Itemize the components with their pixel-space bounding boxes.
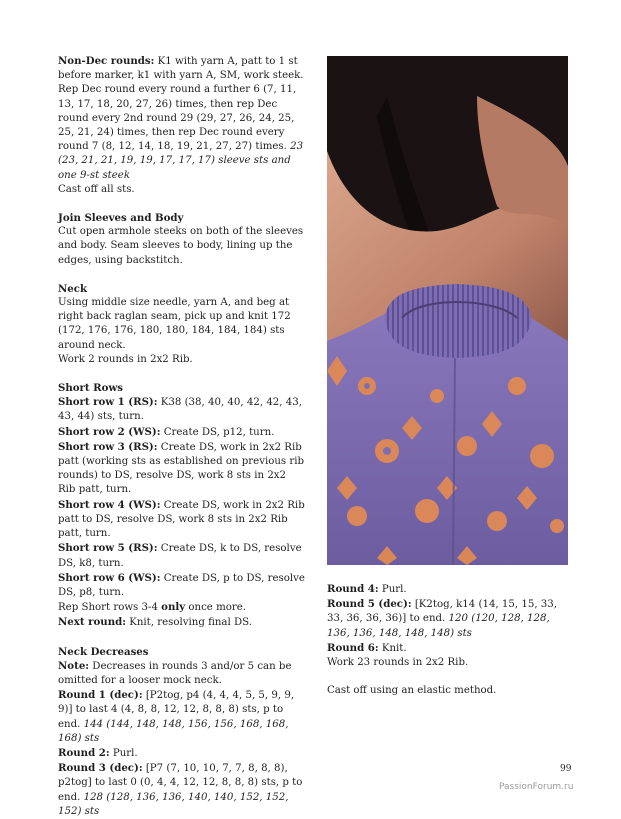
next-round: [58, 615, 306, 630]
round-5-text: [K2tog, k14 (14, 15, 15, 33, 33, 36, 36, 36)] to end.: [327, 599, 557, 625]
nondec-paragraph: [58, 54, 306, 83]
short-row-3: [58, 440, 306, 498]
sweater-photo: [327, 56, 568, 565]
nondec-label: Non-Dec rounds:: [58, 55, 155, 67]
note-label: Note:: [58, 659, 90, 672]
short-row-2-text: Create DS, p12, turn.: [160, 426, 275, 438]
short-row-4-label: Short row 4 (WS):: [58, 498, 161, 511]
round-4-text: Purl.: [378, 584, 407, 595]
sweater-photo-illustration: [327, 56, 568, 565]
round-5-label: Round 5 (dec):: [327, 598, 412, 611]
short-rows-heading: Short Rows: [58, 382, 123, 395]
round-3-label: Round 3 (dec):: [58, 762, 143, 775]
right-column: [327, 582, 567, 698]
short-row-3-text: Create DS, work in 2x2 Rib patt (working sts as established on previous rib rounds) to DS, resolve DS, work 8 sts in 2x2 Rib patt, turn.: [58, 441, 305, 496]
round-1: [58, 688, 306, 746]
cast-off-elastic: Cast off using an elastic method.: [327, 685, 497, 697]
rep-dec-result: 23 (23, 21, 21, 19, 19, 17, 17, 17) sleeve sts and one 9-st steek: [58, 141, 304, 181]
left-column: [58, 54, 306, 819]
round-1-result: 144 (144, 148, 148, 156, 156, 168, 168, 168) sts: [58, 718, 289, 744]
nondec-text: K1 with yarn A, patt to 1 st before marker, k1 with yarn A, SM, work steek.: [58, 56, 304, 82]
round-6-label: Round 6:: [327, 641, 379, 654]
watermark: PassionForum.ru: [499, 782, 574, 792]
rep-short-pre: Rep Short rows 3-4: [58, 602, 162, 614]
round-4: [327, 582, 567, 597]
rep-dec-text: Rep Dec round every round a further 6 (7, 11, 13, 17, 18, 20, 27, 26) times, then rep Dec round every 2nd round 29 (29, 27, 26, 24, 25, 25, 21, 24) times, then rep Dec round every round 7 (8, 12, 14, 18, 19, 21, 27, 27) times.: [58, 84, 297, 153]
join-heading: Join Sleeves and Body: [58, 212, 184, 225]
round-4-label: Round 4:: [327, 583, 379, 595]
join-text: Cut open armhole steeks on both of the sleeves and body. Seam sleeves to body, lining up the edges, using backstitch.: [58, 226, 304, 266]
neck-text: Using middle size needle, yarn A, and beg at right back raglan seam, pick up and knit 172 (172, 176, 176, 180, 180, 184, 184, 184) sts around neck.: [58, 297, 291, 351]
short-row-1-label: Short row 1 (RS):: [58, 396, 158, 409]
short-row-6-text: Create DS, p to DS, resolve DS, p8, turn.: [58, 572, 305, 598]
short-row-5-text: Create DS, k to DS, resolve DS, k8, turn.: [58, 543, 302, 569]
rep-short-post: once more.: [185, 602, 247, 614]
short-row-1-text: K38 (38, 40, 40, 42, 42, 43, 43, 44) sts, turn.: [58, 397, 302, 423]
short-row-2-label: Short row 2 (WS):: [58, 425, 161, 438]
round-5: [327, 597, 567, 641]
round-6-text-2: Work 23 rounds in 2x2 Rib.: [327, 657, 469, 669]
note-paragraph: [58, 659, 306, 688]
next-round-text: Knit, resolving final DS.: [125, 617, 253, 629]
round-6-text: Knit.: [378, 642, 407, 654]
neck-heading: Neck: [58, 282, 88, 295]
round-1-label: Round 1 (dec):: [58, 689, 143, 702]
next-round-label: Next round:: [58, 616, 126, 629]
round-6: [327, 641, 567, 656]
note-text: Decreases in rounds 3 and/or 5 can be omitted for a looser mock neck.: [58, 660, 292, 686]
round-3-result: 128 (128, 136, 136, 140, 140, 152, 152, 152) sts: [58, 791, 289, 817]
short-row-3-label: Short row 3 (RS):: [58, 440, 158, 453]
round-2-label: Round 2:: [58, 746, 110, 759]
rep-short-rows: [58, 600, 306, 615]
round-2-text: Purl.: [109, 747, 138, 759]
short-row-5: [58, 541, 306, 570]
round-3: [58, 761, 306, 819]
neck-decreases-heading: Neck Decreases: [58, 645, 149, 658]
rep-dec-paragraph: [58, 83, 306, 182]
short-row-4: [58, 498, 306, 542]
round-5-result: 120 (120, 128, 128, 136, 136, 148, 148, 148) sts: [327, 613, 550, 639]
short-row-5-label: Short row 5 (RS):: [58, 542, 158, 555]
neck-text-2: Work 2 rounds in 2x2 Rib.: [58, 353, 193, 365]
round-2: [58, 746, 306, 761]
short-row-6: [58, 571, 306, 600]
short-row-4-text: Create DS, work in 2x2 Rib patt to DS, resolve DS, work 8 sts in 2x2 Rib patt, turn.: [58, 499, 305, 540]
rep-short-bold: only: [161, 601, 186, 614]
short-row-1: [58, 395, 306, 424]
cast-off-all: Cast off all sts.: [58, 183, 135, 195]
short-row-6-label: Short row 6 (WS):: [58, 571, 161, 584]
round-1-text: [P2tog, p4 (4, 4, 4, 5, 5, 9, 9, 9)] to last 4 (4, 8, 8, 12, 12, 8, 8, 8) sts, p to end.: [58, 690, 295, 730]
page-number: 99: [560, 764, 572, 774]
short-row-2: [58, 425, 306, 440]
round-3-text: [P7 (7, 10, 10, 7, 7, 8, 8, 8), p2tog] to last 0 (0, 4, 4, 12, 12, 8, 8, 8) sts, p to end.: [58, 763, 303, 803]
